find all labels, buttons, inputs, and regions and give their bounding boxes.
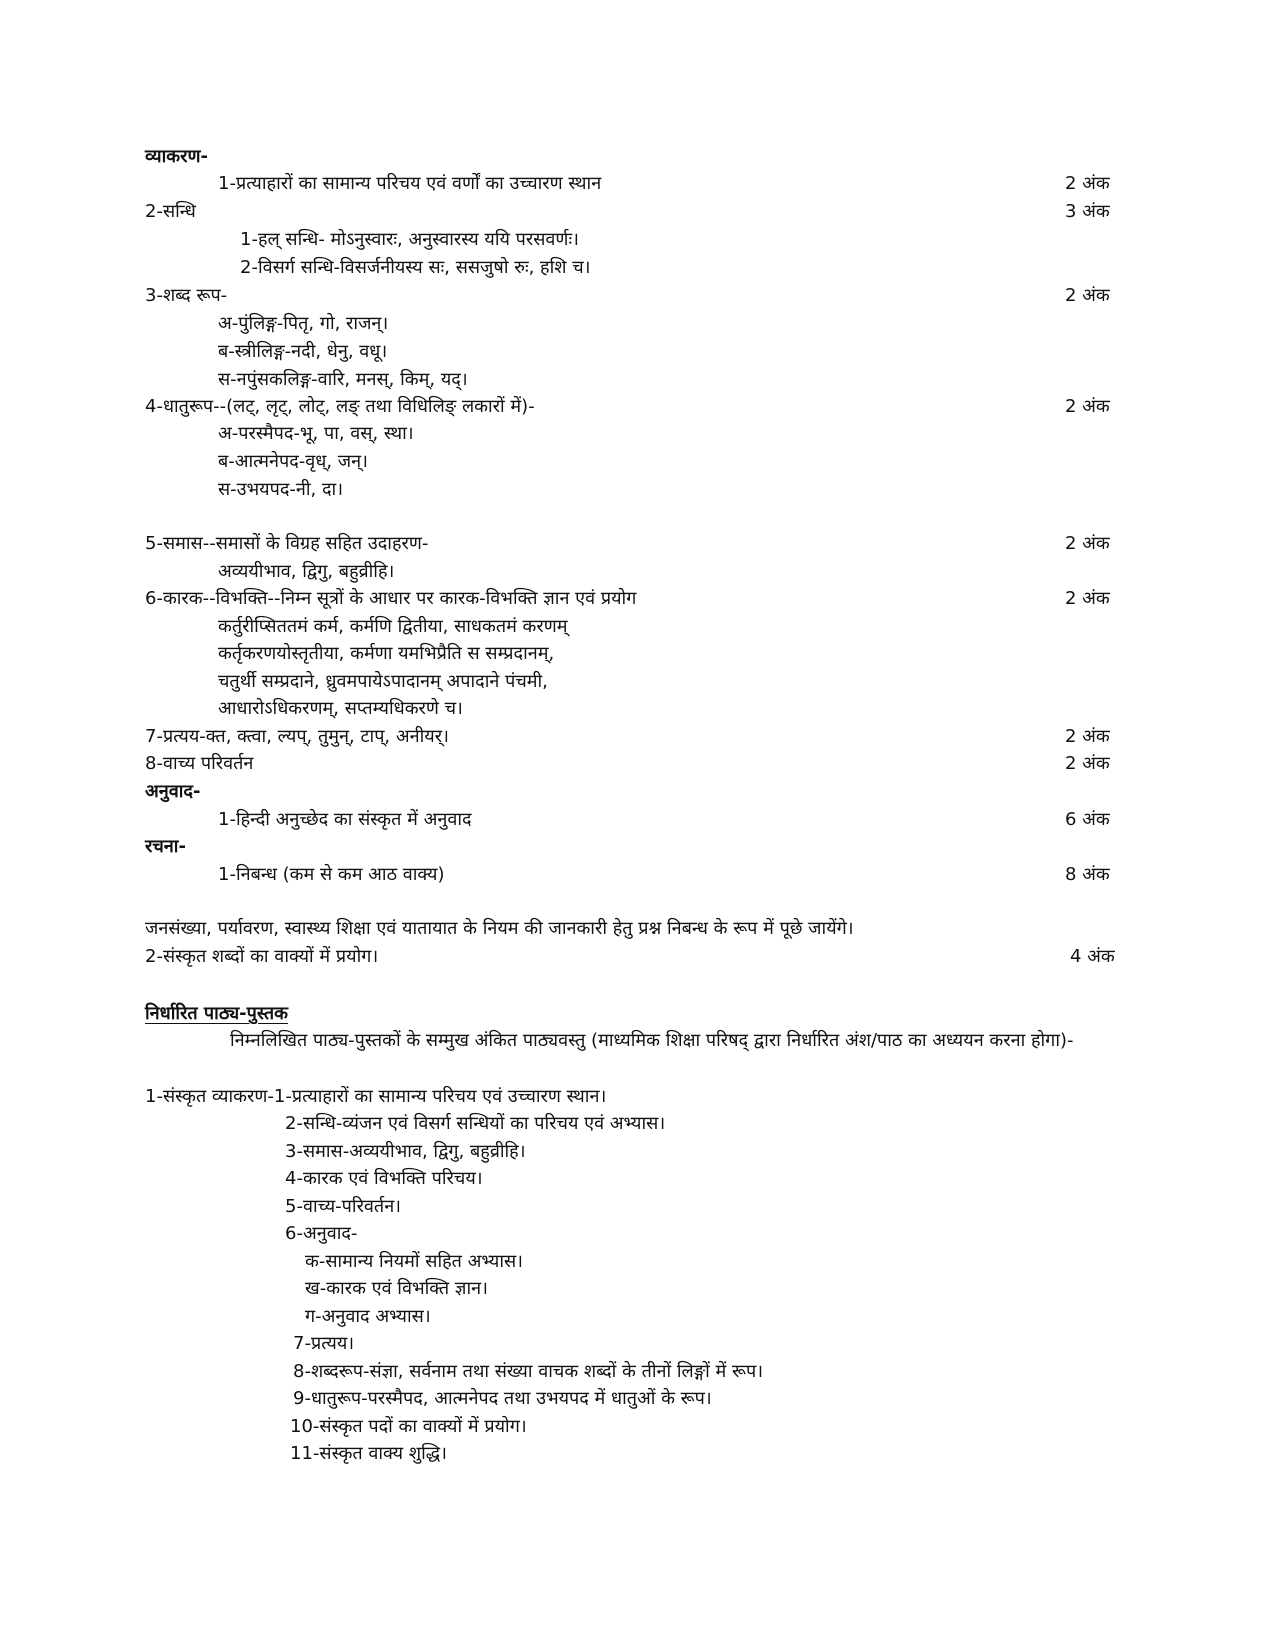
shabd-roop-text: 3-शब्द रूप- bbox=[145, 285, 228, 306]
textbook-item-text: 6-अनुवाद- bbox=[285, 1223, 358, 1244]
anuvad-heading: अनुवाद- bbox=[145, 781, 201, 802]
pratyahar-text: 1-प्रत्याहारों का सामान्य परिचय एवं वर्णों का उच्चारण स्थान bbox=[218, 173, 602, 194]
sandhi-row bbox=[0, 198, 1275, 226]
textbook-item-text: 9-धातुरूप-परस्मैपद, आत्मनेपद तथा उभयपद में धातुओं के रूप। bbox=[293, 1388, 712, 1409]
dhatu-item bbox=[0, 476, 1275, 504]
textbooks-intro: निम्नलिखित पाठ्य-पुस्तकों के सम्मुख अंकित पाठ्यवस्तु (माध्यमिक शिक्षा परिषद् द्वारा निर्धारित अंश/पाठ का अध्ययन करना होगा)- bbox=[230, 1030, 1074, 1051]
shabd-item-text: ब-स्त्रीलिङ्ग-नदी, धेनु, वधू। bbox=[218, 341, 388, 362]
sandhi-marks: 3 अंक bbox=[1065, 201, 1110, 222]
textbook-item bbox=[0, 1110, 1275, 1138]
textbooks-heading: निर्धारित पाठ्य-पुस्तक bbox=[145, 1003, 288, 1024]
pratyay-text: 7-प्रत्यय-क्त, क्त्वा, ल्यप्, तुमुन्, टाप्, अनीयर्। bbox=[145, 726, 449, 747]
sandhi-item bbox=[0, 226, 1275, 254]
anuvad-sub-item bbox=[0, 1275, 1275, 1303]
vachya-marks: 2 अंक bbox=[1065, 753, 1110, 774]
prayog-row bbox=[0, 943, 1275, 971]
textbook-item bbox=[0, 1358, 1275, 1386]
sandhi-item-text: 1-हल् सन्धि- मोऽनुस्वारः, अनुस्वारस्य ययि परसवर्णः। bbox=[240, 229, 579, 250]
textbook-item bbox=[0, 1138, 1275, 1166]
textbook-item bbox=[0, 1440, 1275, 1468]
rachna-heading: रचना- bbox=[145, 836, 186, 857]
dhatu-item bbox=[0, 448, 1275, 476]
pratyay-row bbox=[0, 723, 1275, 751]
karak-item bbox=[0, 613, 1275, 641]
dhatu-roop-text: 4-धातुरूप--(लट्, लृट्, लोट्, लङ् तथा विधिलिङ् लकारों में)- bbox=[145, 396, 535, 417]
textbook-item-text: 5-वाच्य-परिवर्तन। bbox=[285, 1196, 402, 1217]
samas-marks: 2 अंक bbox=[1065, 533, 1110, 554]
textbook-item bbox=[0, 1385, 1275, 1413]
textbooks-heading-line bbox=[0, 1000, 1275, 1028]
textbook-item bbox=[0, 1165, 1275, 1193]
textbook-item-text: 4-कारक एवं विभक्ति परिचय। bbox=[285, 1168, 483, 1189]
vyakaran-heading-line bbox=[0, 143, 1275, 171]
samas-row bbox=[0, 530, 1275, 558]
karak-text: 6-कारक--विभक्ति--निम्न सूत्रों के आधार पर कारक-विभक्ति ज्ञान एवं प्रयोग bbox=[145, 588, 637, 609]
nibandh-row bbox=[0, 861, 1275, 889]
dhatu-roop-marks: 2 अंक bbox=[1065, 396, 1110, 417]
dhatu-roop-row bbox=[0, 393, 1275, 421]
textbook-item-text: 8-शब्दरूप-संज्ञा, सर्वनाम तथा संख्या वाचक शब्दों के तीनों लिङ्गों में रूप। bbox=[293, 1361, 764, 1382]
textbook-row bbox=[0, 1083, 1275, 1111]
textbook-item-text: 7-प्रत्यय। bbox=[293, 1333, 355, 1354]
samas-text: 5-समास--समासों के विग्रह सहित उदाहरण- bbox=[145, 533, 429, 554]
karak-item bbox=[0, 695, 1275, 723]
shabd-roop-marks: 2 अंक bbox=[1065, 285, 1110, 306]
shabd-item-text: स-नपुंसकलिङ्ग-वारि, मनस्, किम्, यद्। bbox=[218, 369, 468, 390]
anuvad-row bbox=[0, 806, 1275, 834]
shabd-item bbox=[0, 338, 1275, 366]
vachya-row bbox=[0, 750, 1275, 778]
karak-item bbox=[0, 640, 1275, 668]
textbook-item bbox=[0, 1220, 1275, 1248]
karak-item-text: कर्तृकरणयोस्तृतीया, कर्मणा यमभिप्रैति स सम्प्रदानम्, bbox=[218, 643, 555, 664]
anuvad-sub-item bbox=[0, 1248, 1275, 1276]
pratyahar-marks: 2 अंक bbox=[1065, 173, 1110, 194]
karak-row bbox=[0, 585, 1275, 613]
sandhi-text: 2-सन्धि bbox=[145, 201, 196, 222]
anuvad-sub-item-text: ख-कारक एवं विभक्ति ज्ञान। bbox=[305, 1278, 488, 1299]
samas-item-text: अव्ययीभाव, द्विगु, बहुव्रीहि। bbox=[218, 561, 395, 582]
textbook-item-text: 11-संस्कृत वाक्य शुद्धि। bbox=[290, 1443, 447, 1464]
textbook-first-text: 1-संस्कृत व्याकरण-1-प्रत्याहारों का सामान्य परिचय एवं उच्चारण स्थान। bbox=[145, 1086, 607, 1107]
karak-item bbox=[0, 668, 1275, 696]
textbook-item bbox=[0, 1330, 1275, 1358]
shabd-item bbox=[0, 366, 1275, 394]
vachya-text: 8-वाच्य परिवर्तन bbox=[145, 753, 254, 774]
prayog-text: 2-संस्कृत शब्दों का वाक्यों में प्रयोग। bbox=[145, 946, 379, 967]
shabd-item bbox=[0, 310, 1275, 338]
karak-marks: 2 अंक bbox=[1065, 588, 1110, 609]
karak-item-text: चतुर्थी सम्प्रदाने, ध्रुवमपायेऽपादानम् अपादाने पंचमी, bbox=[218, 671, 548, 692]
anuvad-sub-item bbox=[0, 1303, 1275, 1331]
anuvad-heading-line bbox=[0, 778, 1275, 806]
vyakaran-heading: व्याकरण- bbox=[145, 146, 208, 167]
nibandh-text: 1-निबन्ध (कम से कम आठ वाक्य) bbox=[218, 864, 445, 885]
sandhi-item-text: 2-विसर्ग सन्धि-विसर्जनीयस्य सः, ससजुषो रुः, हशि च। bbox=[240, 257, 591, 278]
textbook-item-text: 3-समास-अव्ययीभाव, द्विगु, बहुव्रीहि। bbox=[285, 1141, 526, 1162]
nibandh-note-line bbox=[0, 915, 1275, 943]
pratyay-marks: 2 अंक bbox=[1065, 726, 1110, 747]
dhatu-item-text: ब-आत्मनेपद-वृध्, जन्। bbox=[218, 451, 368, 472]
dhatu-item-text: स-उभयपद-नी, दा। bbox=[218, 479, 344, 500]
anuvad-sub-item-text: ग-अनुवाद अभ्यास। bbox=[305, 1306, 431, 1327]
nibandh-marks: 8 अंक bbox=[1065, 864, 1110, 885]
anuvad-text: 1-हिन्दी अनुच्छेद का संस्कृत में अनुवाद bbox=[218, 809, 472, 830]
dhatu-item-text: अ-परस्मैपद-भू, पा, वस्, स्था। bbox=[218, 423, 414, 444]
rachna-heading-line bbox=[0, 833, 1275, 861]
textbook-item-text: 10-संस्कृत पदों का वाक्यों में प्रयोग। bbox=[290, 1416, 527, 1437]
samas-item bbox=[0, 558, 1275, 586]
karak-item-text: कर्तुरीप्सिततमं कर्म, कर्मणि द्वितीया, साधकतमं करणम् bbox=[218, 616, 568, 637]
textbook-item bbox=[0, 1413, 1275, 1441]
pratyahar-row bbox=[0, 170, 1275, 198]
prayog-marks: 4 अंक bbox=[1070, 946, 1115, 967]
textbook-item bbox=[0, 1193, 1275, 1221]
karak-item-text: आधारोऽधिकरणम्, सप्तम्यधिकरणे च। bbox=[218, 698, 463, 719]
shabd-roop-row bbox=[0, 282, 1275, 310]
sandhi-item bbox=[0, 254, 1275, 282]
dhatu-item bbox=[0, 420, 1275, 448]
textbook-item-text: 2-सन्धि-व्यंजन एवं विसर्ग सन्धियों का परिचय एवं अभ्यास। bbox=[285, 1113, 666, 1134]
nibandh-note: जनसंख्या, पर्यावरण, स्वास्थ्य शिक्षा एवं यातायात के नियम की जानकारी हेतु प्रश्न निबन्ध के रूप में पूछे जायेंगे। bbox=[145, 918, 854, 939]
anuvad-sub-item-text: क-सामान्य नियमों सहित अभ्यास। bbox=[305, 1251, 523, 1272]
anuvad-marks: 6 अंक bbox=[1065, 809, 1110, 830]
shabd-item-text: अ-पुंलिङ्ग-पितृ, गो, राजन्। bbox=[218, 313, 389, 334]
